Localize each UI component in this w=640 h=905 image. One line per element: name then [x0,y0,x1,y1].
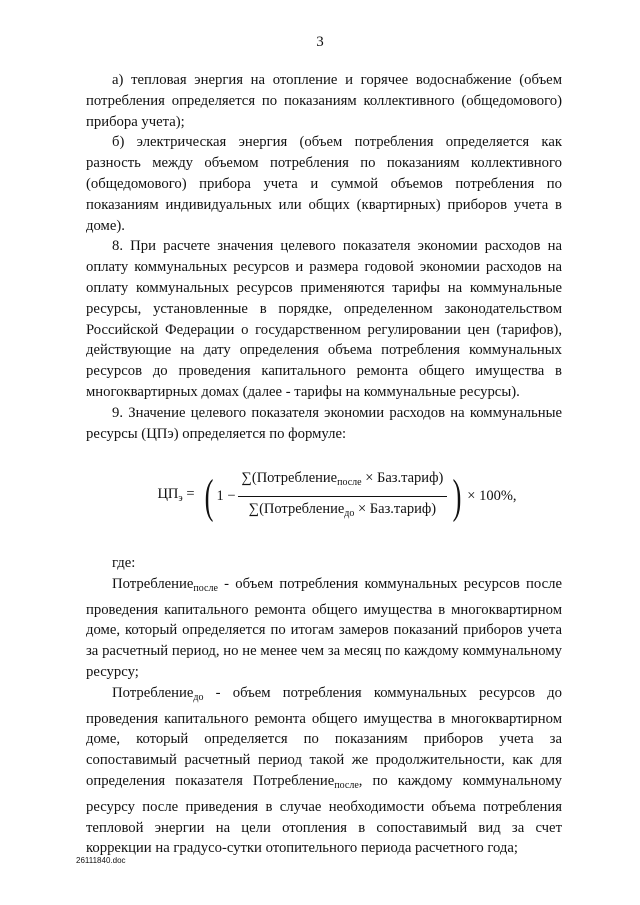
formula [112,468,562,525]
paragraph-8: 8. При расчете значения целевого показателя экономии расходов на оплату коммунальных ресурсов и размера годовой экономии расходов на оплату коммунальных ресурсов применяются тарифы на коммунальные ресурсы, установленные в порядке, определенном законодательством Российской Федерации о государственном регулировании цен (тарифов), действующие на дату определения объема потребления коммунальных ресурсов до проведения капитального ремонта общего имущества в многоквартирных домах (далее - тарифы на коммунальные ресурсы). [86,238,562,400]
paragraph-a: а) тепловая энергия на отопление и горячее водоснабжение (объем потребления определяется по показаниям коллективного (общедомового) прибора учета); [86,72,562,130]
formula-lhs: $ЦП_э$ = [157,485,195,504]
formula-paren-close: ) [452,469,462,523]
formula-tail: × 100%, [467,488,517,505]
definition-do: Потребление$_{до}$ - объем потребления коммунальных ресурсов до проведения капитального ремонта общего имущества в многоквартирном доме, который определяется по показаниям приборов учета за сопоставимый расчетный период такой же продолжительности, как для определения показателя Потребление$_{после}$, по каждому коммунальному ресурсу после приведения в случае необходимости объема потребления тепловой энергии на цели отопления в сопоставимый вид за счет коррекции на градусо-сутки отопительного периода расчетного года; [86,684,562,857]
formula-one-minus: 1 − [216,488,236,505]
footer-file-reference: 26111840.doc [76,856,126,865]
paragraph-9: 9. Значение целевого показателя экономии расходов на коммунальные ресурсы (ЦПэ) определяется по формуле: [86,404,562,442]
page-number: 3 [316,34,324,50]
formula-fraction [238,468,448,525]
formula-numerator: ∑(Потребление$_{после}$ × Баз.тариф) [238,468,448,497]
paragraph-b: б) электрическая энергия (объем потребления определяется как разность между объемом потребления по показаниям коллективного (общедомового) прибора учета и суммой объемов потребления по показаниям индивидуальных или общих (квартирных) приборов учета в доме). [86,134,562,234]
formula-paren-open: ( [204,469,213,523]
definition-posle: Потребление$_{после}$ - объем потребления коммунальных ресурсов после проведения капитального ремонта общего имущества в многоквартирном доме, который определяется по итогам замеров показаний приборов учета за расчетный период, но не менее чем за месяц по каждому коммунальному ресурсу; [86,575,562,680]
body-text [86,70,562,859]
formula-denominator: ∑(Потребление$_{до}$ × Баз.тариф) [248,501,437,520]
where-label: где: [112,554,136,571]
